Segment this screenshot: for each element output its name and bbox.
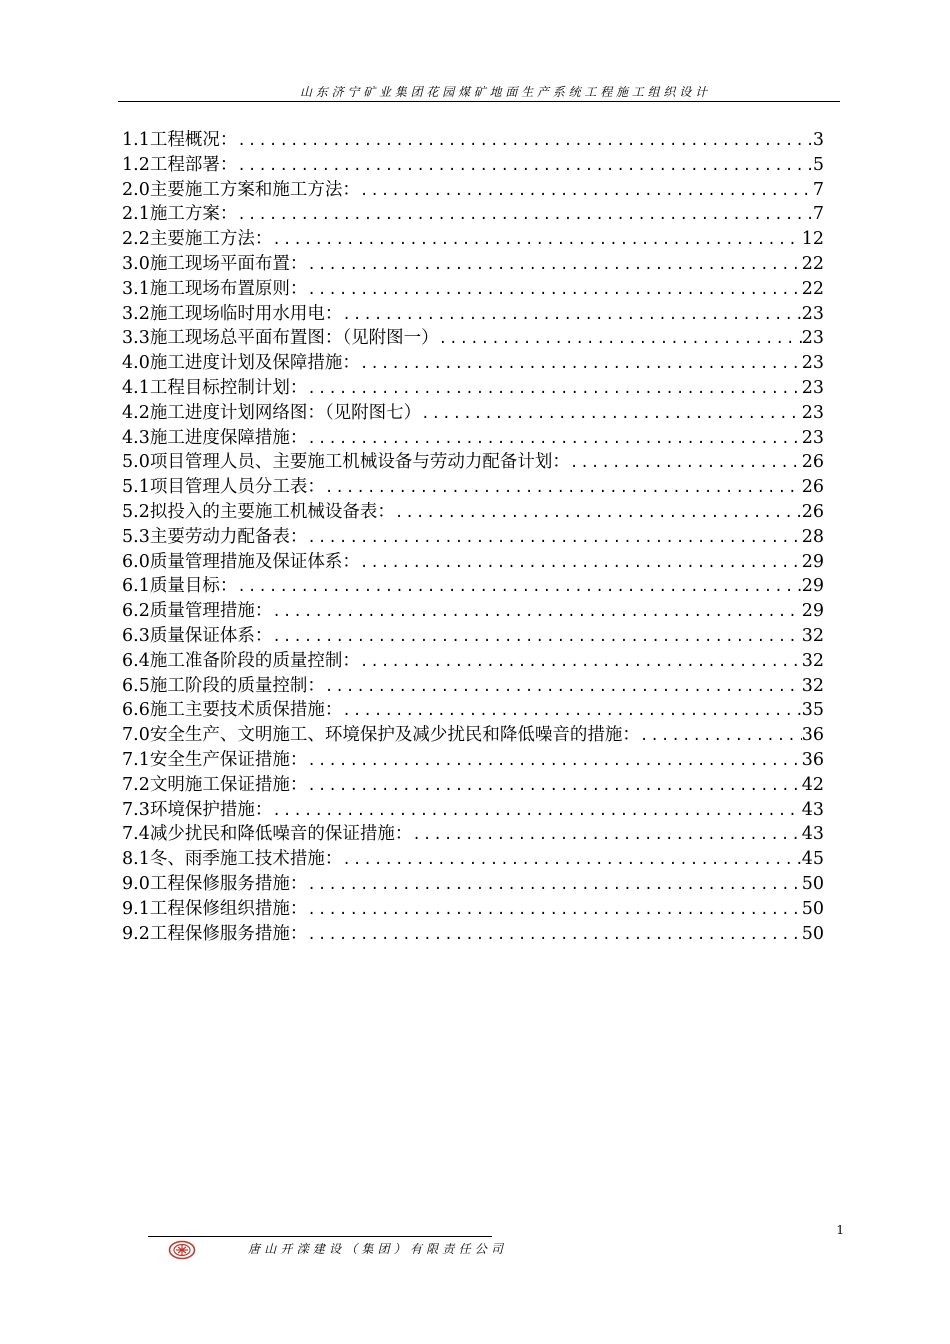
toc-dot-leader (395, 501, 802, 526)
toc-entry[interactable] (122, 649, 824, 674)
toc-entry-label: 4.0施工进度计划及保障措施： (122, 353, 360, 374)
toc-dot-leader (307, 427, 801, 452)
toc-entry-page: 12 (801, 229, 824, 250)
toc-dot-leader (421, 402, 802, 427)
toc-entry-page: 23 (801, 377, 824, 398)
toc-entry-label: 7.4减少扰民和降低噪音的保证措施： (122, 824, 413, 845)
toc-entry-page: 32 (801, 625, 824, 646)
toc-entry-page: 28 (801, 526, 824, 547)
toc-entry-page: 7 (812, 179, 824, 200)
toc-dot-leader (307, 898, 801, 923)
toc-entry-label: 5.0项目管理人员、主要施工机械设备与劳动力配备计划： (122, 452, 570, 473)
toc-entry-page: 45 (801, 849, 824, 870)
toc-entry[interactable] (122, 302, 824, 327)
toc-entry-label: 9.1工程保修组织措施： (122, 898, 308, 919)
toc-entry-label: 2.1施工方案： (122, 204, 238, 225)
toc-dot-leader (307, 253, 801, 278)
toc-entry-page: 7 (812, 204, 824, 225)
toc-dot-leader (272, 228, 801, 253)
toc-entry-label: 1.1工程概况： (122, 130, 238, 150)
toc-entry[interactable] (122, 897, 824, 922)
toc-entry[interactable] (122, 822, 824, 847)
toc-entry[interactable] (122, 326, 824, 351)
toc-dot-leader (342, 848, 801, 873)
toc-dot-leader (307, 377, 801, 402)
toc-dot-leader (360, 179, 813, 204)
toc-entry[interactable] (122, 748, 824, 773)
toc-dot-leader (640, 724, 802, 749)
toc-entry[interactable] (122, 277, 824, 302)
toc-entry[interactable] (122, 698, 824, 723)
toc-entry-page: 50 (801, 898, 824, 919)
company-logo-icon (168, 1240, 196, 1260)
toc-entry-label: 4.1工程目标控制计划： (122, 377, 308, 398)
toc-dot-leader (307, 923, 801, 948)
toc-entry-page: 35 (801, 700, 824, 721)
toc-entry-label: 3.3施工现场总平面布置图：（见附图一） (122, 328, 439, 349)
toc-entry-page: 36 (801, 725, 824, 746)
toc-entry-page: 29 (801, 601, 824, 622)
toc-dot-leader (237, 129, 813, 154)
toc-entry[interactable] (122, 773, 824, 798)
toc-dot-leader (307, 873, 801, 898)
toc-dot-leader (307, 749, 801, 774)
toc-entry-label: 7.3环境保护措施： (122, 799, 273, 820)
toc-entry-page: 32 (801, 675, 824, 696)
toc-entry-label: 5.1项目管理人员分工表： (122, 477, 325, 498)
toc-dot-leader (570, 451, 802, 476)
toc-entry-label: 4.3施工进度保障措施： (122, 427, 308, 448)
toc-entry-page: 26 (801, 477, 824, 498)
toc-dot-leader (342, 699, 801, 724)
toc-entry-page: 26 (801, 501, 824, 522)
toc-entry-label: 9.0工程保修服务措施： (122, 873, 308, 894)
toc-dot-leader (237, 154, 813, 179)
toc-entry-label: 1.2工程部署： (122, 154, 238, 175)
toc-dot-leader (439, 327, 802, 352)
toc-entry[interactable] (122, 475, 824, 500)
toc-entry-page: 50 (801, 923, 824, 944)
toc-dot-leader (237, 203, 813, 228)
toc-entry-page: 42 (801, 774, 824, 795)
toc-entry-label: 6.3质量保证体系： (122, 625, 273, 646)
toc-dot-leader (237, 575, 801, 600)
toc-entry-label: 4.2施工进度计划网络图：（见附图七） (122, 402, 422, 423)
toc-entry-page: 3 (812, 130, 824, 150)
toc-entry-label: 3.0施工现场平面布置： (122, 253, 308, 274)
toc-dot-leader (412, 823, 801, 848)
toc-entry-label: 6.0质量管理措施及保证体系： (122, 551, 360, 572)
running-header: 山东济宁矿业集团花园煤矿地面生产系统工程施工组织设计 (300, 85, 711, 99)
toc-entry-page: 23 (801, 328, 824, 349)
toc-entry[interactable] (122, 574, 824, 599)
toc-entry[interactable] (122, 674, 824, 699)
toc-entry-label: 2.2主要施工方法： (122, 229, 273, 250)
toc-entry[interactable] (122, 252, 824, 277)
toc-entry-label: 6.6施工主要技术质保措施： (122, 700, 343, 721)
toc-dot-leader (307, 526, 801, 551)
toc-entry-page: 43 (801, 824, 824, 845)
toc-dot-leader (272, 799, 801, 824)
toc-entry[interactable] (122, 550, 824, 575)
toc-entry-label: 6.2质量管理措施： (122, 601, 273, 622)
toc-entry-page: 29 (801, 576, 824, 597)
toc-entry[interactable] (122, 624, 824, 649)
toc-dot-leader (360, 551, 802, 576)
toc-entry-label: 3.1施工现场布置原则： (122, 278, 308, 299)
toc-dot-leader (360, 650, 802, 675)
toc-entry-page: 23 (801, 353, 824, 374)
toc-entry-label: 5.3主要劳动力配备表： (122, 526, 308, 547)
toc-dot-leader (272, 600, 801, 625)
toc-entry-label: 7.2文明施工保证措施： (122, 774, 308, 795)
toc-dot-leader (272, 625, 801, 650)
toc-entry-page: 23 (801, 303, 824, 324)
toc-entry-label: 6.4施工准备阶段的质量控制： (122, 650, 360, 671)
toc-entry-label: 6.5施工阶段的质量控制： (122, 675, 325, 696)
toc-entry-page: 5 (812, 154, 824, 175)
toc-entry-page: 36 (801, 749, 824, 770)
toc-entry-label: 2.0主要施工方案和施工方法： (122, 179, 360, 200)
toc-entry[interactable] (122, 128, 824, 153)
toc-dot-leader (325, 675, 802, 700)
toc-entry[interactable] (122, 525, 824, 550)
toc-entry[interactable] (122, 450, 824, 475)
toc-entry-label: 9.2工程保修服务措施： (122, 923, 308, 944)
table-of-contents (122, 128, 824, 946)
toc-entry-page: 32 (801, 650, 824, 671)
toc-entry[interactable] (122, 599, 824, 624)
toc-entry[interactable] (122, 922, 824, 947)
toc-entry[interactable] (122, 178, 824, 203)
toc-dot-leader (342, 303, 801, 328)
toc-entry-label: 7.1安全生产保证措施： (122, 749, 308, 770)
toc-entry-page: 50 (801, 873, 824, 894)
toc-entry-page: 43 (801, 799, 824, 820)
toc-entry[interactable] (122, 227, 824, 252)
toc-dot-leader (360, 352, 802, 377)
toc-dot-leader (307, 774, 801, 799)
toc-dot-leader (307, 278, 801, 303)
toc-entry[interactable] (122, 798, 824, 823)
toc-entry[interactable] (122, 872, 824, 897)
toc-entry-page: 23 (801, 427, 824, 448)
toc-entry-page: 22 (801, 278, 824, 299)
toc-entry-label: 8.1冬、雨季施工技术措施： (122, 849, 343, 870)
toc-entry[interactable] (122, 153, 824, 178)
toc-entry[interactable] (122, 351, 824, 376)
toc-entry[interactable] (122, 847, 824, 872)
toc-dot-leader (325, 476, 802, 501)
toc-entry-label: 7.0安全生产、文明施工、环境保护及减少扰民和降低噪音的措施： (122, 725, 640, 746)
toc-entry-label: 3.2施工现场临时用水用电： (122, 303, 343, 324)
toc-entry[interactable] (122, 401, 824, 426)
page-number: 1 (836, 1223, 844, 1237)
toc-entry-page: 29 (801, 551, 824, 572)
toc-entry[interactable] (122, 500, 824, 525)
toc-entry-label: 5.2拟投入的主要施工机械设备表： (122, 501, 395, 522)
toc-entry-page: 26 (801, 452, 824, 473)
toc-entry-page: 22 (801, 253, 824, 274)
toc-entry[interactable] (122, 202, 824, 227)
toc-entry[interactable] (122, 723, 824, 748)
header-rule (118, 101, 840, 102)
footer-rule (148, 1236, 492, 1237)
toc-entry[interactable] (122, 426, 824, 451)
toc-entry[interactable] (122, 376, 824, 401)
footer-company: 唐山开滦建设（集团）有限责任公司 (248, 1242, 508, 1256)
toc-entry-label: 6.1质量目标： (122, 576, 238, 597)
toc-entry-page: 23 (801, 402, 824, 423)
